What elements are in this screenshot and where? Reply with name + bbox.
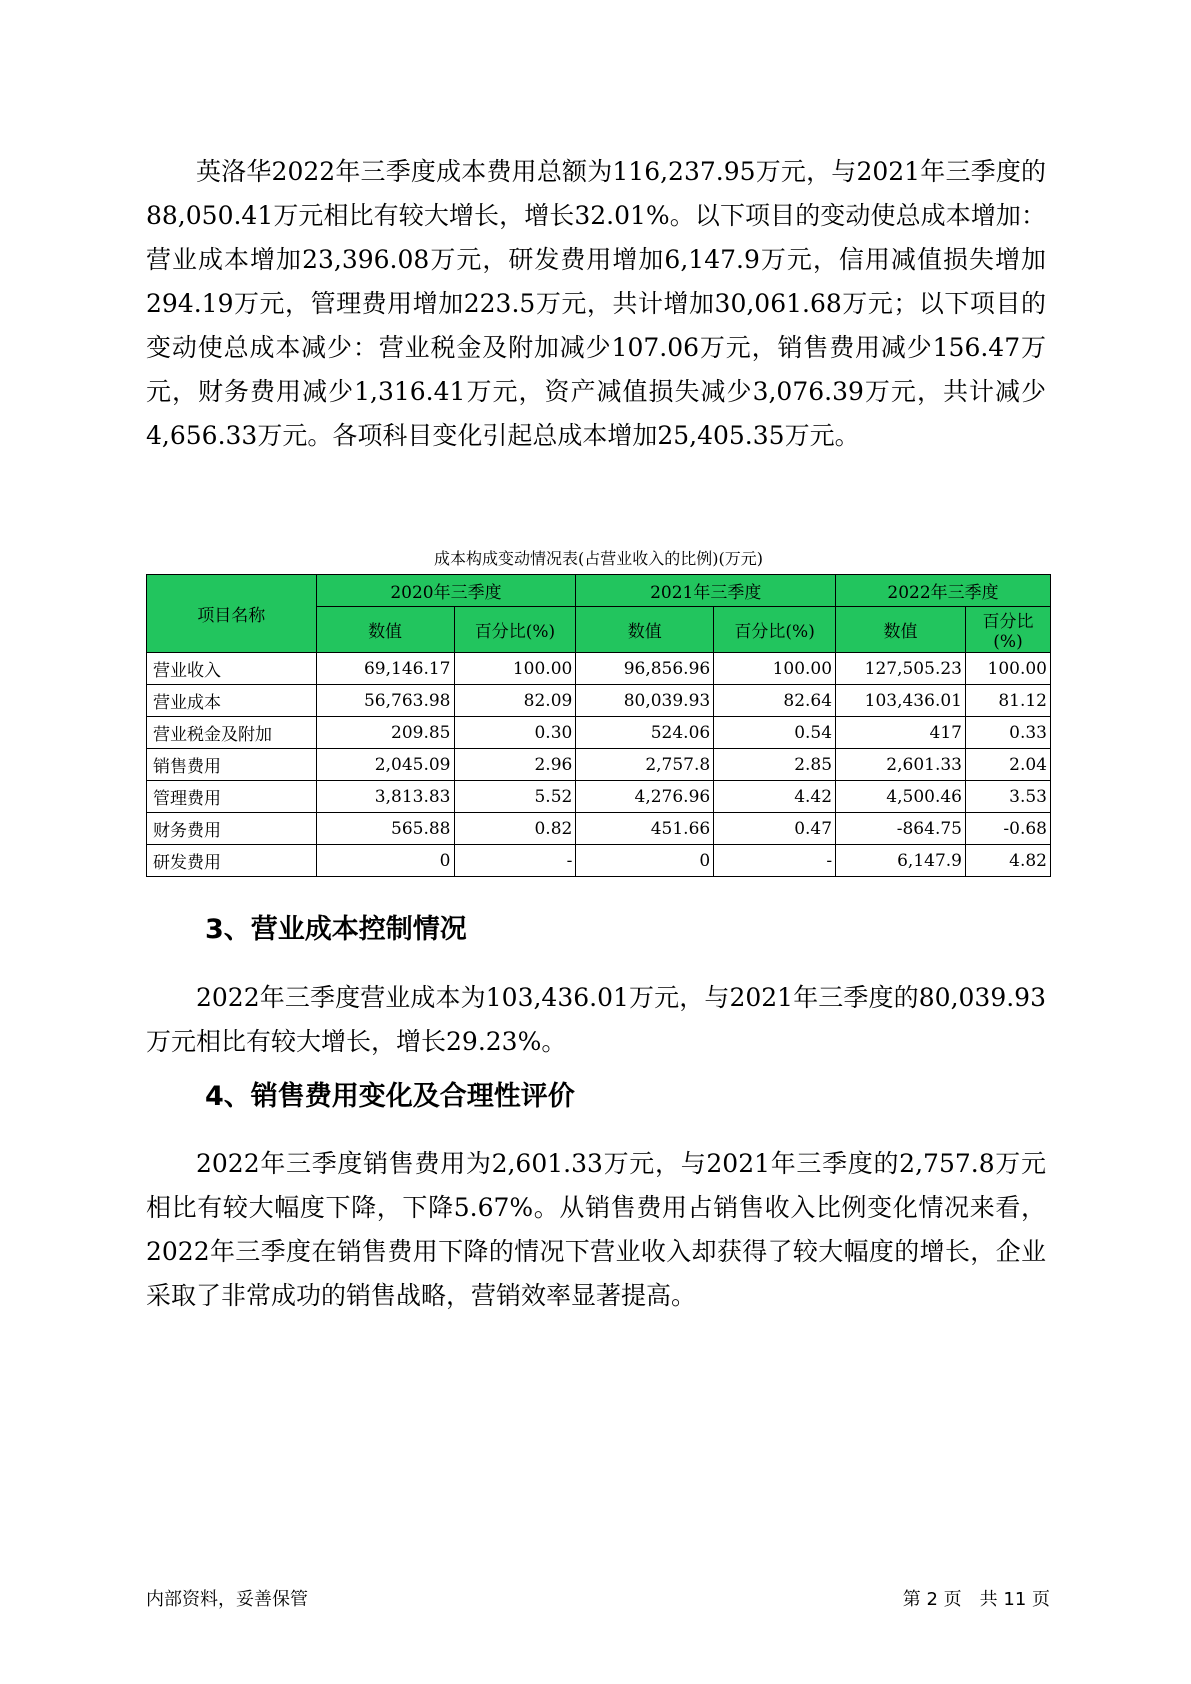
value-cell: 4,276.96 — [576, 781, 714, 813]
subheader-value: 数值 — [316, 607, 454, 653]
percent-cell: 2.85 — [714, 749, 836, 781]
percent-cell: 82.09 — [454, 685, 576, 717]
value-cell: 4,500.46 — [836, 781, 966, 813]
percent-cell: 4.42 — [714, 781, 836, 813]
row-name: 管理费用 — [147, 781, 317, 813]
value-cell: 565.88 — [316, 813, 454, 845]
sales-expense-paragraph: 2022年三季度销售费用为2,601.33万元，与2021年三季度的2,757.8万元相比有较大幅度下降，下降5.67%。从销售费用占销售收入比例变化情况来看，2022年三季度在销售费用下降的情况下营业收入却获得了较大幅度的增长，企业采取了非常成功的销售战略，营销效率显著提高。 — [146, 1149, 1046, 1310]
section-heading-sales-expense: 4、销售费用变化及合理性评价 — [205, 1081, 575, 1112]
subheader-percent: 百分比(%) — [454, 607, 576, 653]
value-cell: 127,505.23 — [836, 653, 966, 685]
value-cell: 80,039.93 — [576, 685, 714, 717]
percent-cell: - — [454, 845, 576, 877]
subheader-value: 数值 — [836, 607, 966, 653]
value-cell: 103,436.01 — [836, 685, 966, 717]
row-name: 营业成本 — [147, 685, 317, 717]
percent-cell: 100.00 — [965, 653, 1050, 685]
row-name: 营业收入 — [147, 653, 317, 685]
percent-cell: 81.12 — [965, 685, 1050, 717]
percent-cell: 0.33 — [965, 717, 1050, 749]
percent-cell: 4.82 — [965, 845, 1050, 877]
value-cell: 96,856.96 — [576, 653, 714, 685]
value-cell: 2,757.8 — [576, 749, 714, 781]
value-cell: 209.85 — [316, 717, 454, 749]
table-row — [147, 749, 1051, 781]
value-cell: 451.66 — [576, 813, 714, 845]
value-cell: 0 — [316, 845, 454, 877]
value-cell: -864.75 — [836, 813, 966, 845]
percent-cell: 5.52 — [454, 781, 576, 813]
header-item-name: 项目名称 — [147, 575, 317, 653]
value-cell: 0 — [576, 845, 714, 877]
footer-page-number: 第 2 页 共 11 页 — [902, 1589, 1050, 1610]
value-cell: 2,601.33 — [836, 749, 966, 781]
value-cell: 524.06 — [576, 717, 714, 749]
cost-summary-paragraph: 英洛华2022年三季度成本费用总额为116,237.95万元，与2021年三季度的88,050.41万元相比有较大增长，增长32.01%。以下项目的变动使总成本增加：营业成本增加23,396.08万元，研发费用增加6,147.9万元，信用减值损失增加294.19万元，管理费用增加223.5万元，共计增加30,061.68万元；以下项目的变动使总成本减少：营业税金及附加减少107.06万元，销售费用减少156.47万元，财务费用减少1,316.41万元，资产减值损失减少3,076.39万元，共计减少4,656.33万元。各项科目变化引起总成本增加25,405.35万元。 — [146, 157, 1046, 450]
value-cell: 69,146.17 — [316, 653, 454, 685]
percent-cell: - — [714, 845, 836, 877]
percent-cell: 2.04 — [965, 749, 1050, 781]
percent-cell: -0.68 — [965, 813, 1050, 845]
value-cell: 3,813.83 — [316, 781, 454, 813]
value-cell: 417 — [836, 717, 966, 749]
cost-control-paragraph: 2022年三季度营业成本为103,436.01万元，与2021年三季度的80,039.93万元相比有较大增长，增长29.23%。 — [146, 983, 1046, 1056]
percent-cell: 82.64 — [714, 685, 836, 717]
percent-cell: 2.96 — [454, 749, 576, 781]
header-year-2021: 2021年三季度 — [576, 575, 836, 607]
section-heading-cost-control: 3、营业成本控制情况 — [205, 914, 467, 945]
percent-cell: 3.53 — [965, 781, 1050, 813]
percent-cell: 0.54 — [714, 717, 836, 749]
header-year-2020: 2020年三季度 — [316, 575, 576, 607]
table-row — [147, 845, 1051, 877]
percent-cell: 100.00 — [454, 653, 576, 685]
header-year-2022: 2022年三季度 — [836, 575, 1051, 607]
table-row — [147, 685, 1051, 717]
subheader-value: 数值 — [576, 607, 714, 653]
subheader-percent: 百分比(%) — [965, 607, 1050, 653]
row-name: 研发费用 — [147, 845, 317, 877]
value-cell: 6,147.9 — [836, 845, 966, 877]
percent-cell: 0.47 — [714, 813, 836, 845]
row-name: 销售费用 — [147, 749, 317, 781]
percent-cell: 0.30 — [454, 717, 576, 749]
subheader-percent: 百分比(%) — [714, 607, 836, 653]
row-name: 营业税金及附加 — [147, 717, 317, 749]
table-row — [147, 653, 1051, 685]
row-name: 财务费用 — [147, 813, 317, 845]
value-cell: 2,045.09 — [316, 749, 454, 781]
footer-confidential-note: 内部资料，妥善保管 — [146, 1589, 308, 1610]
table-row — [147, 781, 1051, 813]
cost-structure-table — [146, 574, 1051, 877]
percent-cell: 100.00 — [714, 653, 836, 685]
table-caption: 成本构成变动情况表(占营业收入的比例)(万元) — [434, 549, 763, 568]
table-row — [147, 717, 1051, 749]
value-cell: 56,763.98 — [316, 685, 454, 717]
table-row — [147, 813, 1051, 845]
percent-cell: 0.82 — [454, 813, 576, 845]
